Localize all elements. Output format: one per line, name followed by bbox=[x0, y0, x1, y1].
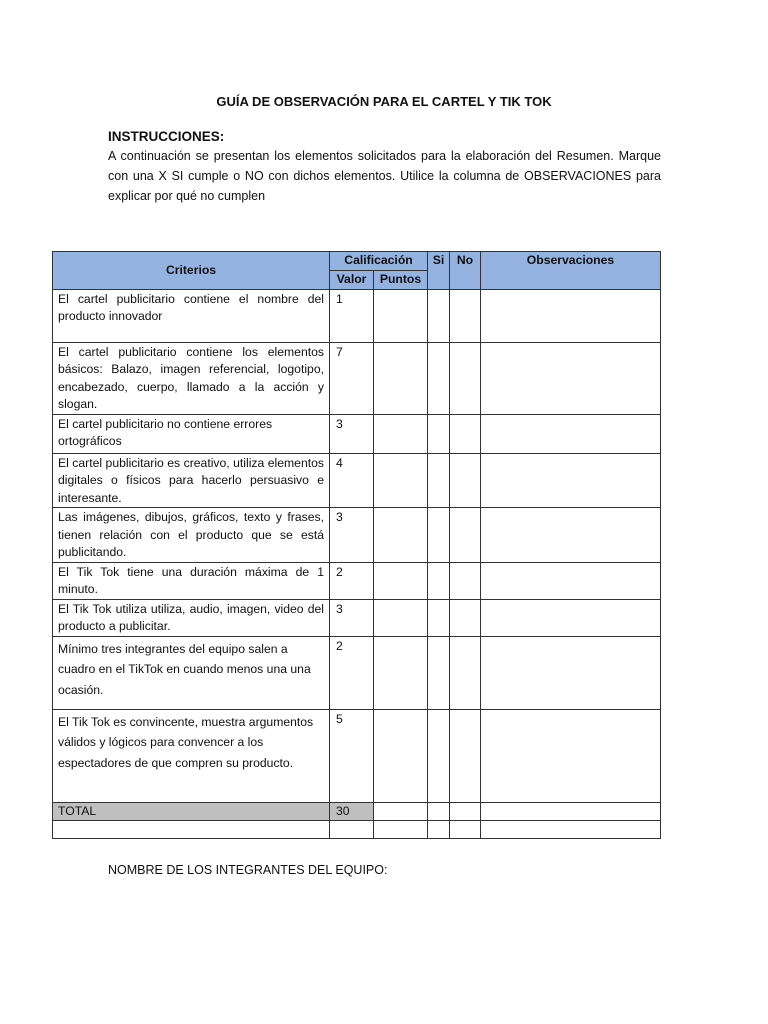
puntos-cell[interactable] bbox=[374, 709, 428, 802]
header-si: Si bbox=[428, 252, 450, 290]
valor-cell: 2 bbox=[330, 636, 374, 709]
criterio-cell: El Tik Tok utiliza utiliza, audio, imagen, video del producto a publicitar. bbox=[53, 599, 330, 636]
puntos-cell[interactable] bbox=[374, 636, 428, 709]
total-no-cell[interactable] bbox=[450, 802, 481, 821]
valor-cell: 3 bbox=[330, 508, 374, 563]
observaciones-cell[interactable] bbox=[481, 342, 661, 414]
blank-cell[interactable] bbox=[330, 821, 374, 839]
instructions-heading: INSTRUCCIONES: bbox=[108, 129, 225, 144]
si-cell[interactable] bbox=[428, 508, 450, 563]
criterio-cell: El Tik Tok tiene una duración máxima de 1 minuto. bbox=[53, 562, 330, 599]
observaciones-cell[interactable] bbox=[481, 709, 661, 802]
observaciones-cell[interactable] bbox=[481, 289, 661, 342]
header-valor: Valor bbox=[330, 271, 374, 290]
table-row bbox=[53, 599, 661, 636]
instructions-text: A continuación se presentan los elementos solicitados para la elaboración del Resumen. Marque con una X SI cumple o NO con dichos elementos. Utilice la columna de OBSERVACIONES para explicar por qué no cumplen bbox=[108, 149, 661, 203]
table-header-row bbox=[53, 252, 661, 271]
no-cell[interactable] bbox=[450, 562, 481, 599]
si-cell[interactable] bbox=[428, 636, 450, 709]
no-cell[interactable] bbox=[450, 508, 481, 563]
valor-cell: 3 bbox=[330, 599, 374, 636]
total-si-cell[interactable] bbox=[428, 802, 450, 821]
observaciones-cell[interactable] bbox=[481, 508, 661, 563]
header-observaciones: Observaciones bbox=[481, 252, 661, 290]
valor-cell: 5 bbox=[330, 709, 374, 802]
si-cell[interactable] bbox=[428, 709, 450, 802]
no-cell[interactable] bbox=[450, 289, 481, 342]
blank-cell[interactable] bbox=[481, 821, 661, 839]
criterio-cell: El cartel publicitario es creativo, utiliza elementos digitales o físicos para hacerlo persuasivo e interesante. bbox=[53, 453, 330, 508]
header-no: No bbox=[450, 252, 481, 290]
observaciones-cell[interactable] bbox=[481, 414, 661, 453]
criterio-cell: El Tik Tok es convincente, muestra argumentos válidos y lógicos para convencer a los espectadores de que compren su producto. bbox=[53, 709, 330, 802]
total-row bbox=[53, 802, 661, 821]
observaciones-cell[interactable] bbox=[481, 453, 661, 508]
blank-cell[interactable] bbox=[53, 821, 330, 839]
criterio-cell: Las imágenes, dibujos, gráficos, texto y frases, tienen relación con el producto que se está publicitando. bbox=[53, 508, 330, 563]
observaciones-cell[interactable] bbox=[481, 562, 661, 599]
blank-cell[interactable] bbox=[374, 821, 428, 839]
header-criterios: Criterios bbox=[53, 252, 330, 290]
si-cell[interactable] bbox=[428, 453, 450, 508]
table-row bbox=[53, 562, 661, 599]
puntos-cell[interactable] bbox=[374, 562, 428, 599]
no-cell[interactable] bbox=[450, 599, 481, 636]
members-label: NOMBRE DE LOS INTEGRANTES DEL EQUIPO: bbox=[108, 863, 388, 877]
puntos-cell[interactable] bbox=[374, 453, 428, 508]
no-cell[interactable] bbox=[450, 636, 481, 709]
observaciones-cell[interactable] bbox=[481, 599, 661, 636]
total-valor: 30 bbox=[330, 802, 374, 821]
si-cell[interactable] bbox=[428, 342, 450, 414]
puntos-cell[interactable] bbox=[374, 414, 428, 453]
table-row bbox=[53, 289, 661, 342]
criterio-cell: El cartel publicitario contiene el nombre del producto innovador bbox=[53, 289, 330, 342]
header-calificacion: Calificación bbox=[330, 252, 428, 271]
total-observaciones-cell[interactable] bbox=[481, 802, 661, 821]
no-cell[interactable] bbox=[450, 453, 481, 508]
table-row bbox=[53, 508, 661, 563]
observation-table bbox=[52, 251, 661, 839]
table-row bbox=[53, 414, 661, 453]
table-row bbox=[53, 453, 661, 508]
table-row bbox=[53, 342, 661, 414]
valor-cell: 1 bbox=[330, 289, 374, 342]
puntos-cell[interactable] bbox=[374, 289, 428, 342]
page-title: GUÍA DE OBSERVACIÓN PARA EL CARTEL Y TIK TOK bbox=[216, 94, 552, 109]
table-row bbox=[53, 636, 661, 709]
no-cell[interactable] bbox=[450, 342, 481, 414]
total-puntos-cell[interactable] bbox=[374, 802, 428, 821]
si-cell[interactable] bbox=[428, 289, 450, 342]
header-puntos: Puntos bbox=[374, 271, 428, 290]
table-row bbox=[53, 709, 661, 802]
no-cell[interactable] bbox=[450, 414, 481, 453]
si-cell[interactable] bbox=[428, 414, 450, 453]
puntos-cell[interactable] bbox=[374, 342, 428, 414]
criterio-cell: Mínimo tres integrantes del equipo salen a cuadro en el TikTok en cuando menos una una ocasión. bbox=[53, 636, 330, 709]
no-cell[interactable] bbox=[450, 709, 481, 802]
criterio-cell: El cartel publicitario no contiene errores ortográficos bbox=[53, 414, 330, 453]
criterio-cell: El cartel publicitario contiene los elementos básicos: Balazo, imagen referencial, logotipo, encabezado, cuerpo, llamado a la acción y slogan. bbox=[53, 342, 330, 414]
valor-cell: 4 bbox=[330, 453, 374, 508]
si-cell[interactable] bbox=[428, 562, 450, 599]
blank-cell[interactable] bbox=[450, 821, 481, 839]
blank-cell[interactable] bbox=[428, 821, 450, 839]
valor-cell: 2 bbox=[330, 562, 374, 599]
si-cell[interactable] bbox=[428, 599, 450, 636]
blank-row bbox=[53, 821, 661, 839]
puntos-cell[interactable] bbox=[374, 508, 428, 563]
valor-cell: 7 bbox=[330, 342, 374, 414]
total-label: TOTAL bbox=[53, 802, 330, 821]
valor-cell: 3 bbox=[330, 414, 374, 453]
observaciones-cell[interactable] bbox=[481, 636, 661, 709]
puntos-cell[interactable] bbox=[374, 599, 428, 636]
